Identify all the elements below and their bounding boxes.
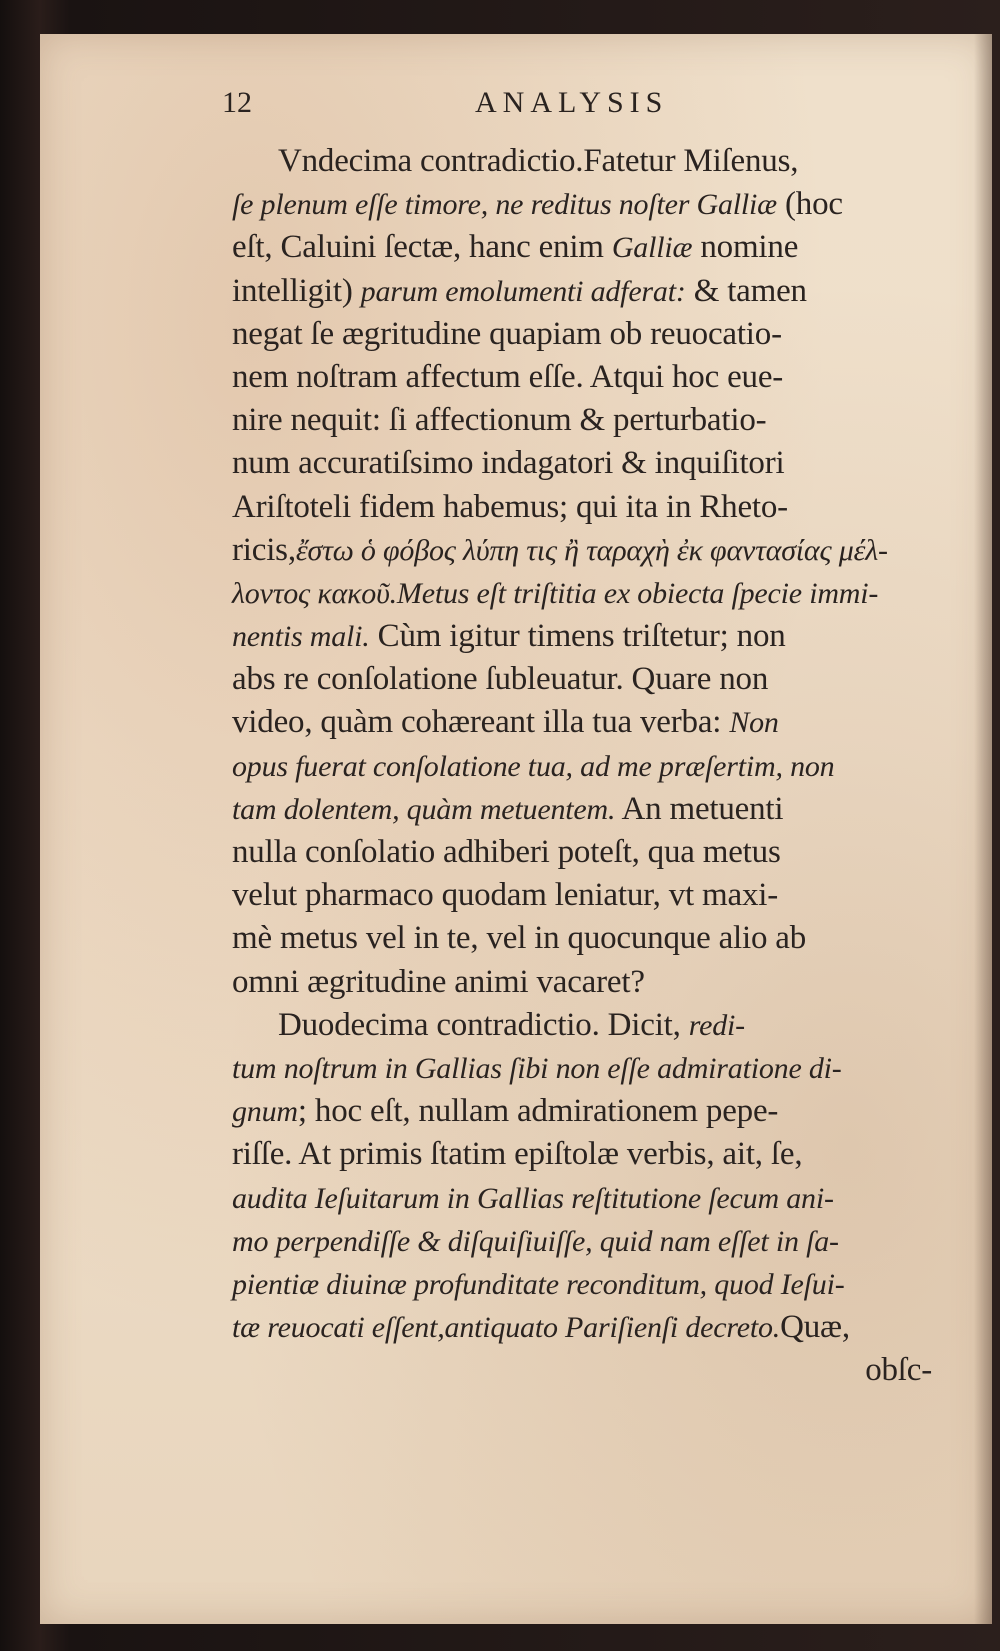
italic-text-run: opus fuerat conſolatione tua, ad me præſertim, non bbox=[232, 749, 835, 783]
text-line bbox=[232, 1004, 932, 1047]
page-number: 12 bbox=[222, 86, 252, 119]
roman-text-run: nomine bbox=[692, 229, 799, 266]
roman-text-run: nulla conſolatio adhiberi poteſt, qua metus bbox=[232, 834, 781, 870]
text-line bbox=[232, 399, 932, 442]
roman-text-run: Cùm igitur timens triſtetur; non bbox=[369, 618, 786, 655]
italic-text-run: tum noſtrum in Gallias ſibi non eſſe admiratione di- bbox=[232, 1051, 842, 1085]
text-line bbox=[232, 1090, 932, 1133]
text-line bbox=[232, 788, 932, 831]
text-line bbox=[232, 1220, 932, 1263]
roman-text-run: intelligit) bbox=[232, 272, 361, 309]
roman-text-run: num accuratiſsimo indagatori & inquiſitori bbox=[232, 445, 785, 482]
italic-text-run: gnum bbox=[232, 1095, 298, 1129]
roman-text-run: Ariſtoteli fidem habemus; qui ita in Rheto- bbox=[232, 488, 788, 525]
roman-text-run: Vndecima contradictio.Fatetur Miſenus, bbox=[278, 143, 799, 179]
text-line bbox=[232, 831, 932, 874]
body-text bbox=[232, 140, 932, 1349]
roman-text-run: negat ſe ægritudine quapiam ob reuocatio- bbox=[232, 315, 782, 352]
roman-text-run: velut pharmaco quodam leniatur, vt maxi- bbox=[232, 877, 779, 914]
text-line bbox=[232, 183, 932, 226]
roman-text-run: omni ægritudine animi vacaret? bbox=[232, 963, 645, 1000]
roman-text-run: mè metus vel in te, vel in quocunque alio ab bbox=[232, 920, 807, 957]
italic-text-run: nentis mali. bbox=[232, 620, 370, 654]
roman-text-run: ; hoc eſt, nullam admirationem pepe- bbox=[297, 1093, 779, 1130]
text-line bbox=[232, 313, 932, 356]
text-line bbox=[232, 270, 932, 313]
text-line bbox=[232, 140, 932, 183]
roman-text-run: nire nequit: ſi affectionum & perturbatio- bbox=[232, 402, 767, 439]
italic-text-run: λοντος κακοῦ.Metus eſt triſtitia ex obiecta ſpecie immi- bbox=[232, 576, 879, 610]
running-title: ANALYSIS bbox=[475, 86, 669, 119]
roman-text-run: An metuenti bbox=[615, 790, 784, 827]
text-line bbox=[232, 1263, 932, 1306]
roman-text-run: ricis, bbox=[232, 531, 296, 568]
text-line bbox=[232, 917, 932, 960]
italic-text-run: tam dolentem, quàm metuentem. bbox=[232, 792, 616, 826]
italic-text-run: pientiæ diuinæ profunditate reconditum, quod Ieſui- bbox=[232, 1267, 845, 1301]
running-head bbox=[222, 86, 932, 140]
text-line bbox=[232, 701, 932, 744]
text-line bbox=[232, 1177, 932, 1220]
paper-sheet bbox=[40, 34, 992, 1624]
roman-text-run: Duodecima contradictio. Dicit, bbox=[278, 1006, 689, 1043]
text-line bbox=[232, 442, 932, 485]
roman-text-run: riſſe. At primis ſtatim epiſtolæ verbis, ait, ſe, bbox=[232, 1136, 803, 1173]
page-content bbox=[222, 86, 932, 1392]
italic-text-run: Galliæ bbox=[611, 231, 693, 265]
italic-text-run: audita Ieſuitarum in Gallias reſtitutione ſecum ani- bbox=[232, 1181, 834, 1215]
roman-text-run: nem noſtram affectum eſſe. Atqui hoc eue- bbox=[232, 358, 784, 395]
text-line bbox=[232, 486, 932, 529]
text-line bbox=[232, 356, 932, 399]
roman-text-run: & tamen bbox=[685, 272, 807, 309]
text-line bbox=[232, 745, 932, 788]
roman-text-run: Quæ, bbox=[780, 1309, 850, 1346]
text-line bbox=[232, 529, 932, 572]
text-line bbox=[232, 874, 932, 917]
italic-text-run: redi- bbox=[688, 1008, 745, 1042]
roman-text-run: abs re conſolatione ſubleuatur. Quare non bbox=[232, 661, 769, 698]
text-line bbox=[232, 1047, 932, 1090]
italic-text-run: ἔστω ὁ φόβος λύπη τις ἢ ταραχὴ ἐκ φαντασίας μέλ- bbox=[295, 533, 888, 567]
roman-text-run: video, quàm cohæreant illa tua verba: bbox=[232, 704, 730, 741]
roman-text-run: (hoc bbox=[776, 186, 843, 223]
text-line bbox=[232, 572, 932, 615]
text-line bbox=[232, 226, 932, 269]
italic-text-run: Non bbox=[729, 706, 779, 740]
text-line bbox=[232, 1306, 932, 1349]
text-line bbox=[232, 1133, 932, 1176]
italic-text-run: mo perpendiſſe & diſquiſiuiſſe, quid nam eſſet in ſa- bbox=[232, 1224, 839, 1258]
text-line bbox=[232, 615, 932, 658]
italic-text-run: tæ reuocati eſſent,antiquato Pariſienſi decreto. bbox=[232, 1311, 781, 1345]
page-edge-shadow bbox=[974, 34, 992, 1624]
roman-text-run: eſt, Caluini ſectæ, hanc enim bbox=[232, 229, 612, 266]
catchword: obſc- bbox=[865, 1352, 932, 1389]
text-line bbox=[232, 658, 932, 701]
italic-text-run: parum emolumenti adferat: bbox=[360, 274, 686, 308]
text-line bbox=[232, 961, 932, 1004]
italic-text-run: ſe plenum eſſe timore, ne reditus noſter Galliæ bbox=[232, 188, 777, 222]
